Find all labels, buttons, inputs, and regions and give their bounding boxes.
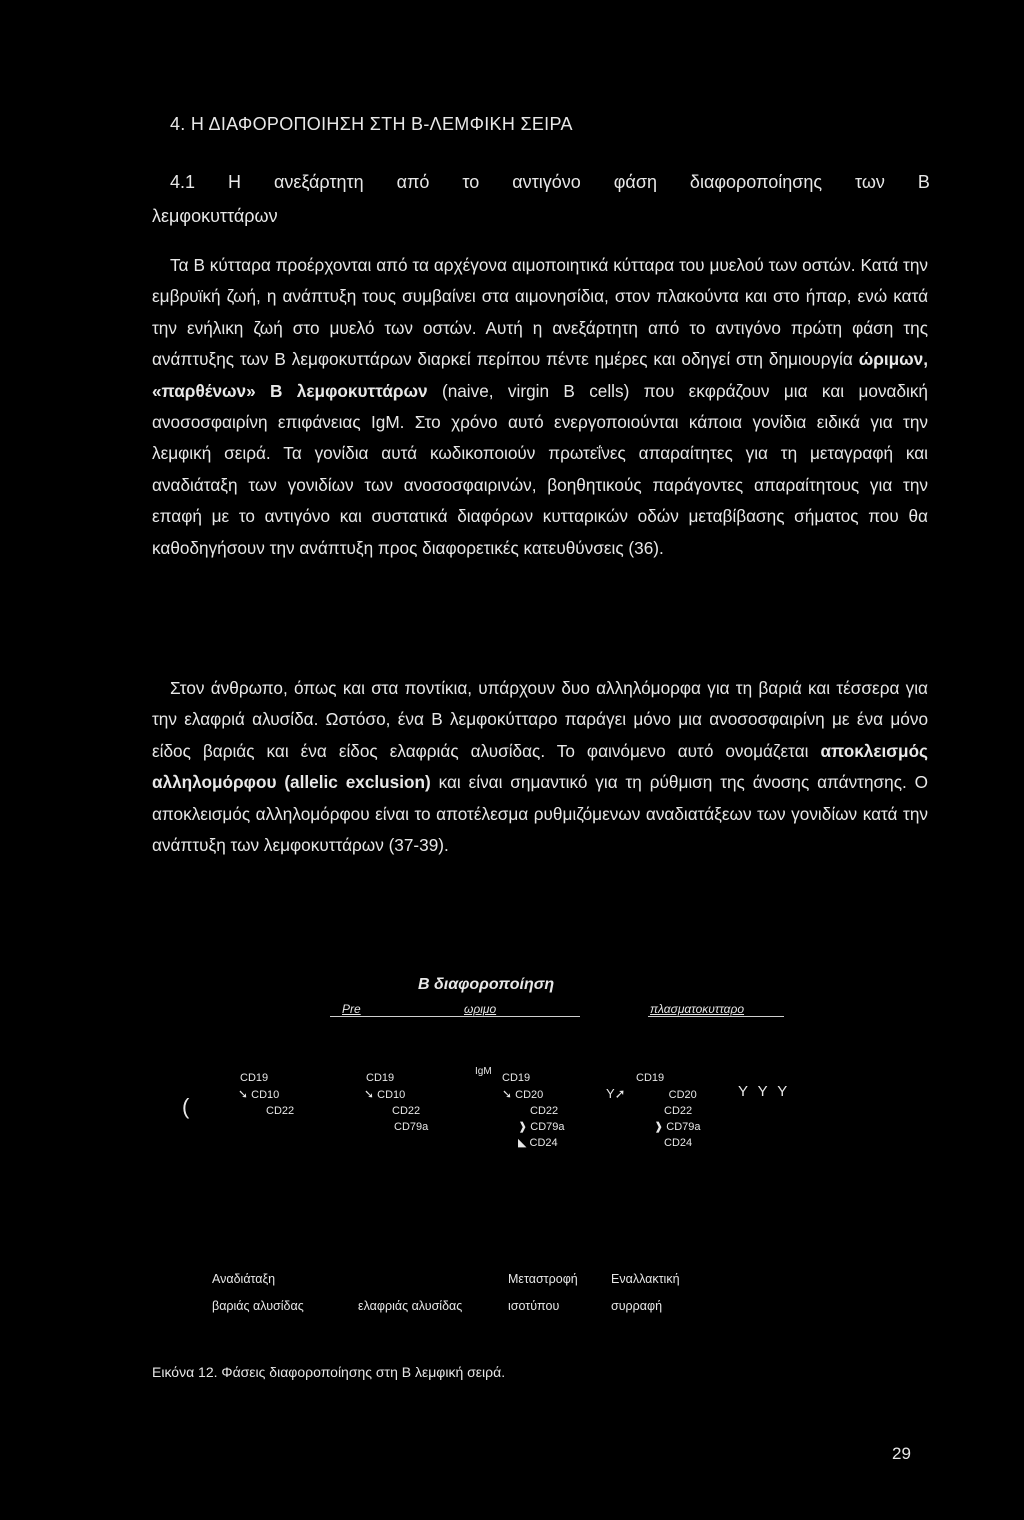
- marker-row: [654, 1119, 701, 1135]
- marker: CD22: [392, 1105, 421, 1117]
- label-isotype: ισοτύπου: [508, 1299, 560, 1313]
- stage-line-plasma: [648, 1016, 784, 1017]
- arrow-icon: ➘: [502, 1087, 513, 1101]
- subsection-heading: [170, 172, 930, 193]
- label-splicing: συρραφή: [611, 1299, 663, 1313]
- marker: CD10: [251, 1089, 280, 1101]
- antibody-icon: Y➚: [606, 1086, 626, 1101]
- marker-column-4: [606, 1070, 701, 1151]
- label-switch: Μεταστροφή: [508, 1272, 578, 1286]
- figure-caption: Εικόνα 12. Φάσεις διαφοροποίησης στη Β λεμφική σειρά.: [152, 1364, 506, 1380]
- subsection-word: Η: [228, 172, 241, 192]
- marker: CD20: [668, 1089, 697, 1101]
- p2-text-b: και είναι σημαντικό για τη ρύθμιση της άνοσης απάντησης. Ο αποκλεισμός αλληλομόρφου είναι το αποτέλεσμα ρυθμιζόμενων αναδιατάξεων των γονιδίων κατά την ανάπτυξη των λεμφοκυττάρων (37-39).: [152, 772, 928, 856]
- subsection-word: ανεξάρτητη: [273, 172, 364, 192]
- stage-pre: Pre: [342, 1002, 361, 1016]
- marker: CD24: [664, 1137, 693, 1149]
- y-icon: ◣: [518, 1137, 527, 1149]
- subsection-word: των: [854, 172, 885, 192]
- stage-plasma: πλασματοκυτταρο: [650, 1002, 745, 1016]
- stage-mature: ωριμο: [464, 1002, 497, 1016]
- p1-text-b: (naive, virgin B cells) που εκφράζουν μια και μοναδική ανοσοσφαιρίνη επιφάνειας IgM. Στο χρόνο αυτό ενεργοποιούνται κάποια γονίδια ειδικά για την λεμφική σειρά. Τα γονίδια αυτά κωδικοποιούν πρωτεΐνες απαραίτητες για τη μεταγραφή και αναδιάταξη των γονιδίων των ανοσοσφαιρινών, βοηθητικούς παράγοντες απαραίτητους για την επαφή με το αντιγόνο και συστατικά διαφόρων κυτταρικών οδών μεταβίβασης σήματος που θα καθοδηγήσουν την ανάπτυξη προς διαφορετικές κατευθύνσεις (36).: [152, 380, 928, 558]
- p2-bold-term: αποκλεισμός αλληλομόρφου (allelic exclusion): [152, 740, 928, 793]
- marker-row: [518, 1135, 565, 1151]
- y-icon: ❱: [518, 1121, 528, 1133]
- label-rearrangement: Αναδιάταξη: [212, 1272, 276, 1286]
- p1-text-a: Τα Β κύτταρα προέρχονται από τα αρχέγονα αιμοποιητικά κύτταρα του μυελού των οστών. Κατά την εμβρυϊκή ζωή, η ανάπτυξη τους συμβαίνει στα αιμονησίδια, στον πλακούντα και στο ήπαρ, ενώ κατά την ενήλικη ζωή στο μυελό των οστών. Αυτή η ανεξάρτητη από το αντιγόνο πρώτη φάση της ανάπτυξης των Β λεμφοκυττάρων διαρκεί περίπου πέντε ημέρες και οδηγεί στη δημιουργία: [152, 255, 928, 370]
- subsection-word: από: [396, 172, 430, 192]
- marker-row: [238, 1086, 294, 1103]
- bracket-mark: (: [182, 1094, 190, 1119]
- page-number: 29: [892, 1444, 911, 1463]
- subsection-word: αντιγόνο: [512, 172, 581, 192]
- marker: CD79a: [666, 1121, 701, 1133]
- subsection-word: το: [462, 172, 480, 192]
- section-heading: 4. Η ΔΙΑΦΟΡΟΠΟΙΗΣΗ ΣΤΗ Β-ΛΕΜΦΙΚΗ ΣΕΙΡΑ: [170, 114, 573, 134]
- figure-title: Β διαφοροποίηση: [418, 976, 555, 993]
- igm-label: IgM: [475, 1066, 492, 1077]
- antibody-yyy: Y Y Y: [738, 1083, 791, 1100]
- paragraph-2: [152, 673, 928, 861]
- subsection-word: φάση: [613, 172, 657, 192]
- marker: CD19: [502, 1072, 531, 1084]
- marker: CD19: [636, 1072, 665, 1084]
- marker-column-2: [364, 1070, 428, 1135]
- marker: CD22: [664, 1105, 693, 1117]
- marker-row: [606, 1086, 701, 1103]
- arrow-icon: ➘: [238, 1087, 249, 1101]
- label-alternative: Εναλλακτική: [611, 1272, 680, 1286]
- arrow-icon: ➘: [364, 1087, 375, 1101]
- label-heavy-chain: βαριάς αλυσίδας: [212, 1299, 304, 1313]
- stage-line: [330, 1016, 580, 1017]
- marker-column-1: [238, 1070, 294, 1119]
- paragraph-1: [152, 250, 928, 564]
- p2-text-a: Στον άνθρωπο, όπως και στα ποντίκια, υπάρχουν δυο αλληλόμορφα για τη βαριά και τέσσερα για την ελαφριά αλυσίδα. Ωστόσο, ένα Β λεμφοκύτταρο παράγει μόνο μια ανοσοσφαιρίνη με ένα μόνο είδος βαριάς και ένα είδος ελαφριάς αλυσίδας. Το φαινόμενο αυτό ονομάζεται: [152, 678, 928, 761]
- label-light-chain: ελαφριάς αλυσίδας: [358, 1299, 463, 1313]
- marker: CD79a: [394, 1121, 429, 1133]
- marker: CD22: [266, 1105, 295, 1117]
- marker: CD19: [240, 1072, 269, 1084]
- marker: CD22: [530, 1105, 559, 1117]
- y-icon: ❱: [654, 1121, 664, 1133]
- marker-row: [518, 1119, 565, 1135]
- subsection-word: Β: [917, 172, 930, 192]
- marker: CD19: [366, 1072, 395, 1084]
- marker: CD24: [529, 1137, 558, 1149]
- subsection-heading-line2: λεμφοκυττάρων: [152, 206, 278, 226]
- subsection-number: 4.1: [170, 172, 196, 192]
- marker: CD20: [515, 1089, 544, 1101]
- marker: CD79a: [530, 1121, 565, 1133]
- marker: CD10: [377, 1089, 406, 1101]
- marker-row: [502, 1086, 565, 1103]
- p1-bold-term: ώριμων, «παρθένων» Β λεμφοκυττάρων: [152, 349, 928, 401]
- subsection-word: διαφοροποίησης: [689, 172, 823, 192]
- marker-row: [364, 1086, 428, 1103]
- marker-column-3: [502, 1070, 565, 1151]
